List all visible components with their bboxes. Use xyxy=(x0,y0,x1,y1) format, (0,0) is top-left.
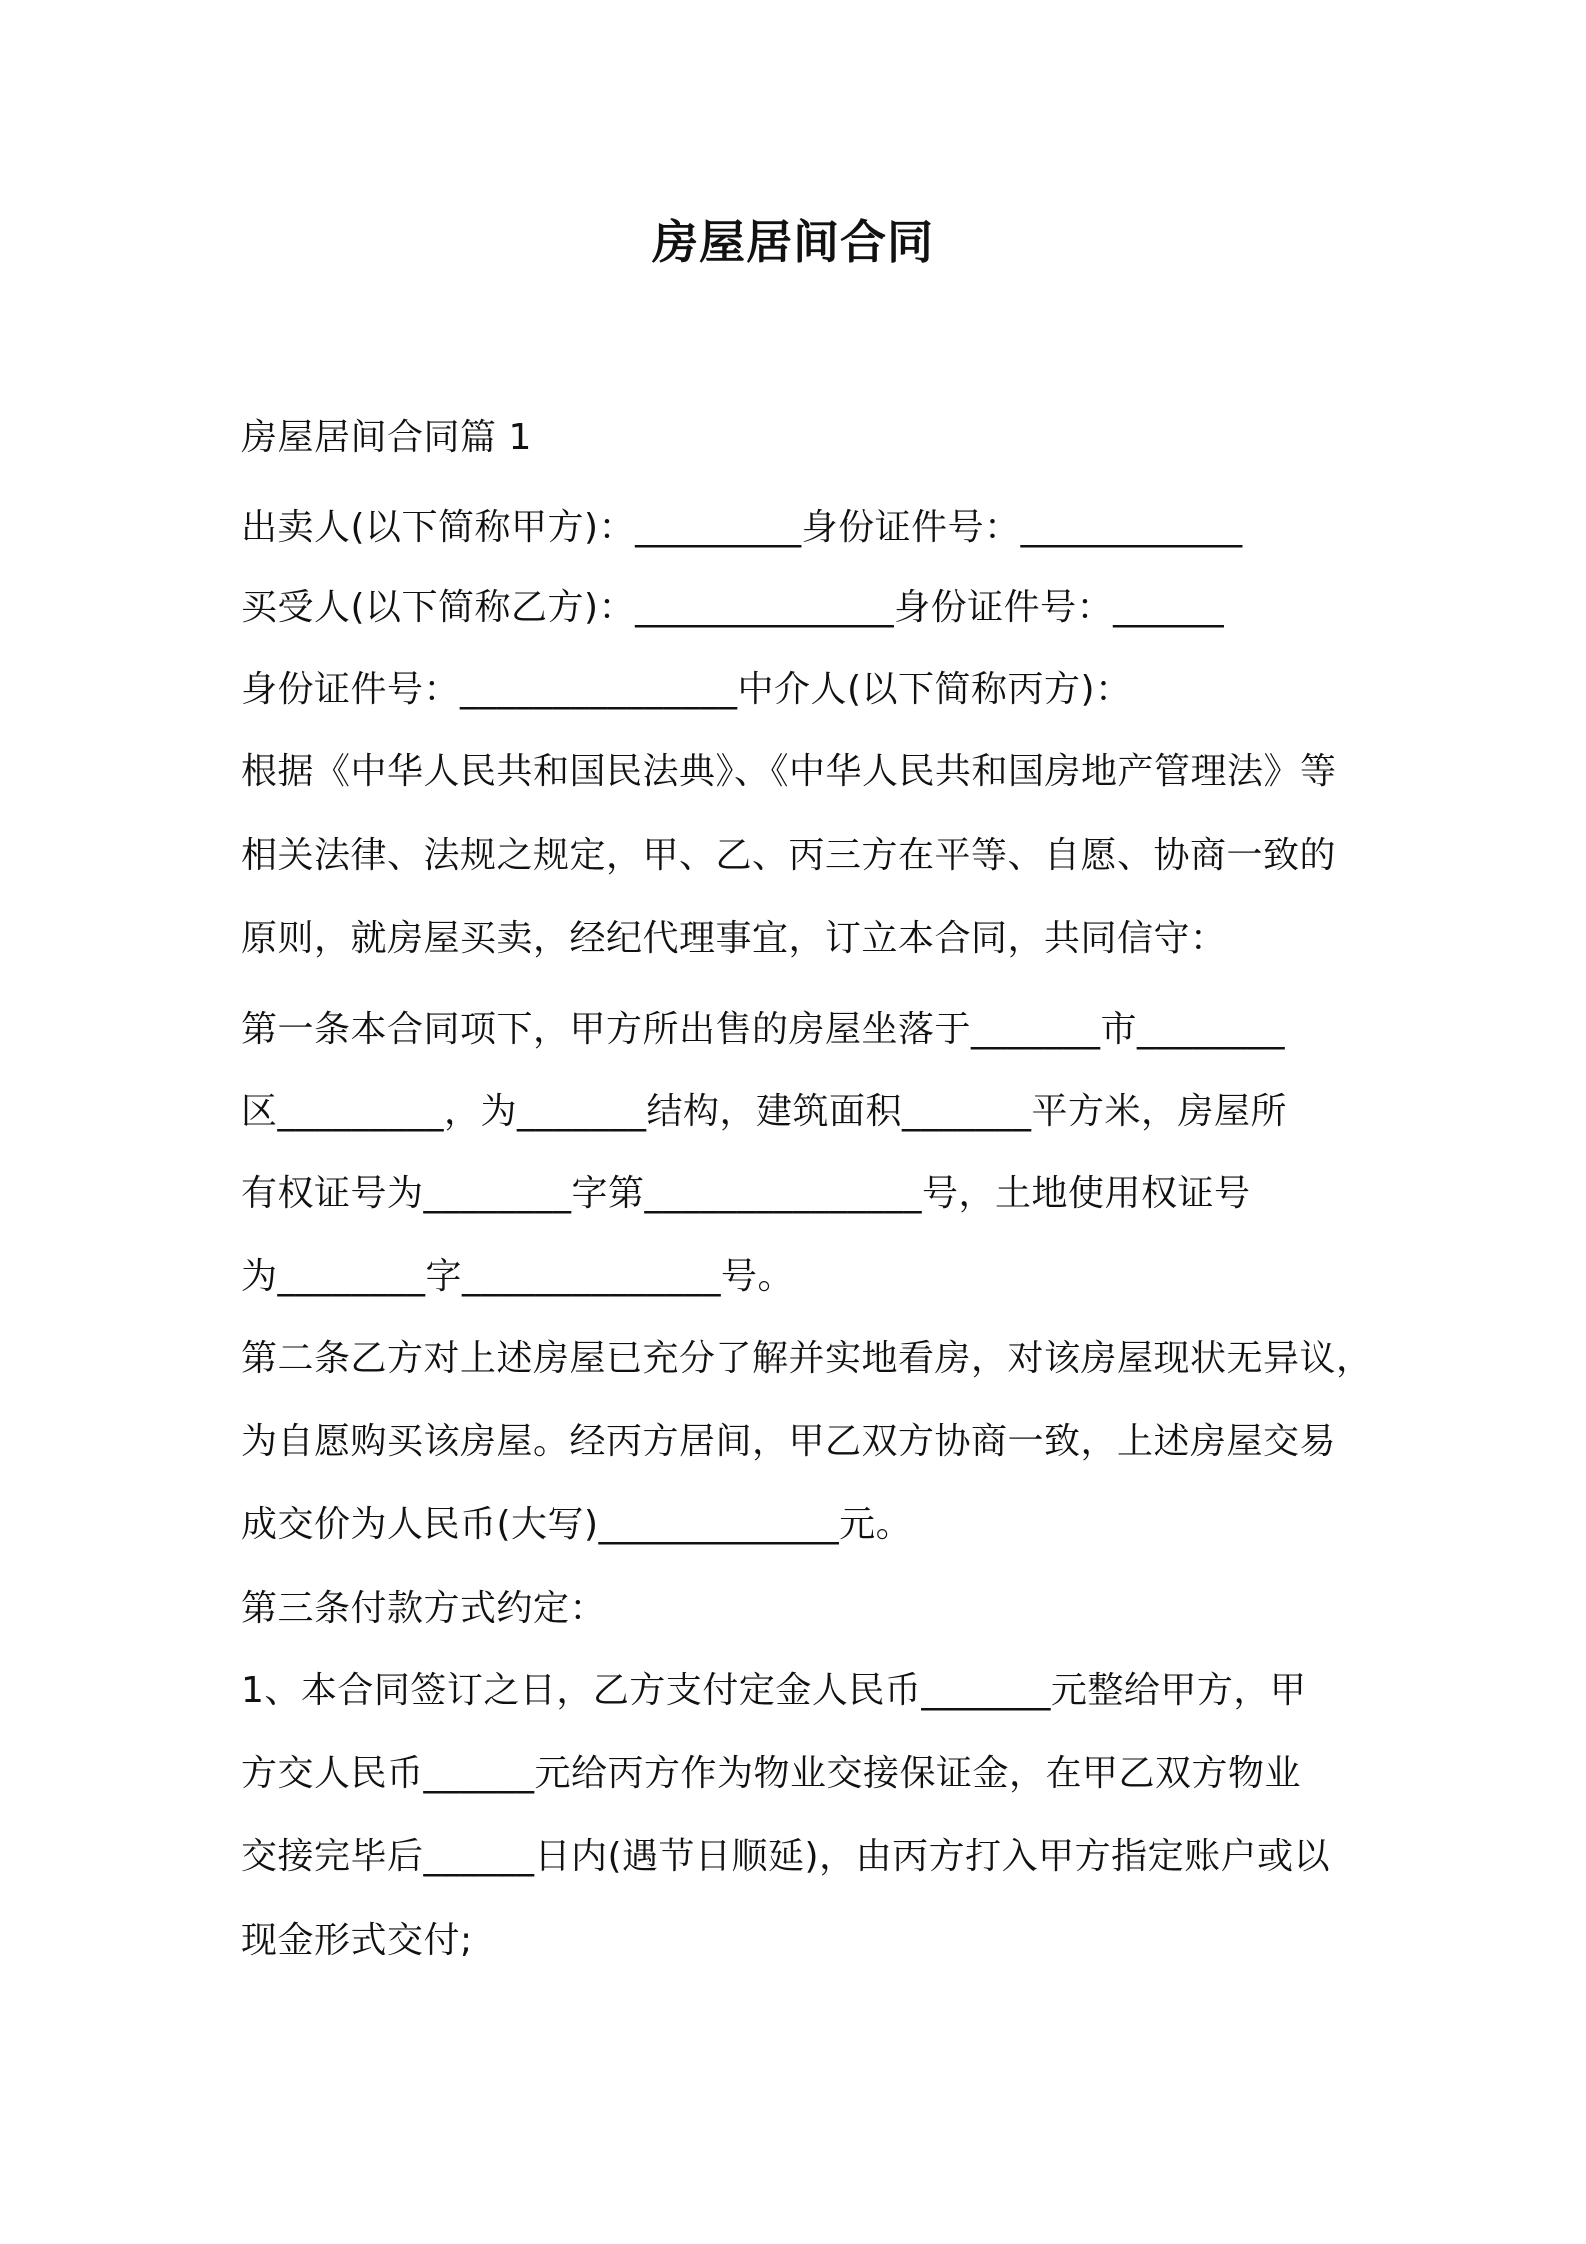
buyer-line: 买受人(以下简称乙方)：______________身份证件号：______ xyxy=(241,587,1225,628)
preamble-line-3: 原则，就房屋买卖，经纪代理事宜，订立本合同，共同信守： xyxy=(241,918,1227,959)
article-1-line-4: 为________字______________号。 xyxy=(241,1256,795,1297)
payment-clause-line-3: 交接完毕后______日内(遇节日顺延)，由丙方打入甲方指定账户或以 xyxy=(241,1836,1331,1877)
article-3-heading: 第三条付款方式约定： xyxy=(241,1588,607,1629)
preamble-line-2: 相关法律、法规之规定，甲、乙、丙三方在平等、自愿、协商一致的 xyxy=(241,835,1337,876)
payment-clause-line-4: 现金形式交付; xyxy=(241,1920,473,1961)
article-1-line-1: 第一条本合同项下，甲方所出售的房屋坐落于_______市________ xyxy=(241,1009,1286,1050)
preamble-line-1: 根据《中华人民共和国民法典》、《中华人民共和国房地产管理法》等 xyxy=(241,751,1337,792)
article-2-line-1: 第二条乙方对上述房屋已充分了解并实地看房，对该房屋现状无异议， xyxy=(241,1338,1373,1379)
seller-line: 出卖人(以下简称甲方)：_________身份证件号：____________ xyxy=(241,507,1243,548)
article-2-line-2: 为自愿购买该房屋。经丙方居间，甲乙双方协商一致，上述房屋交易 xyxy=(241,1421,1337,1462)
payment-clause-line-1: 1、本合同签订之日，乙方支付定金人民币_______元整给甲方，甲 xyxy=(241,1670,1307,1711)
intermediary-line: 身份证件号：_______________中介人(以下简称丙方)： xyxy=(241,669,1132,710)
section-heading: 房屋居间合同篇 1 xyxy=(241,417,532,458)
payment-clause-line-2: 方交人民币______元给丙方作为物业交接保证金，在甲乙双方物业 xyxy=(241,1753,1302,1794)
article-2-line-3: 成交价为人民币(大写)_____________元。 xyxy=(241,1504,913,1545)
article-1-line-2: 区_________，为_______结构，建筑面积_______平方米，房屋所 xyxy=(241,1091,1288,1132)
document-title: 房屋居间合同 xyxy=(652,215,934,269)
article-1-line-3: 有权证号为________字第_______________号，土地使用权证号 xyxy=(241,1173,1251,1214)
